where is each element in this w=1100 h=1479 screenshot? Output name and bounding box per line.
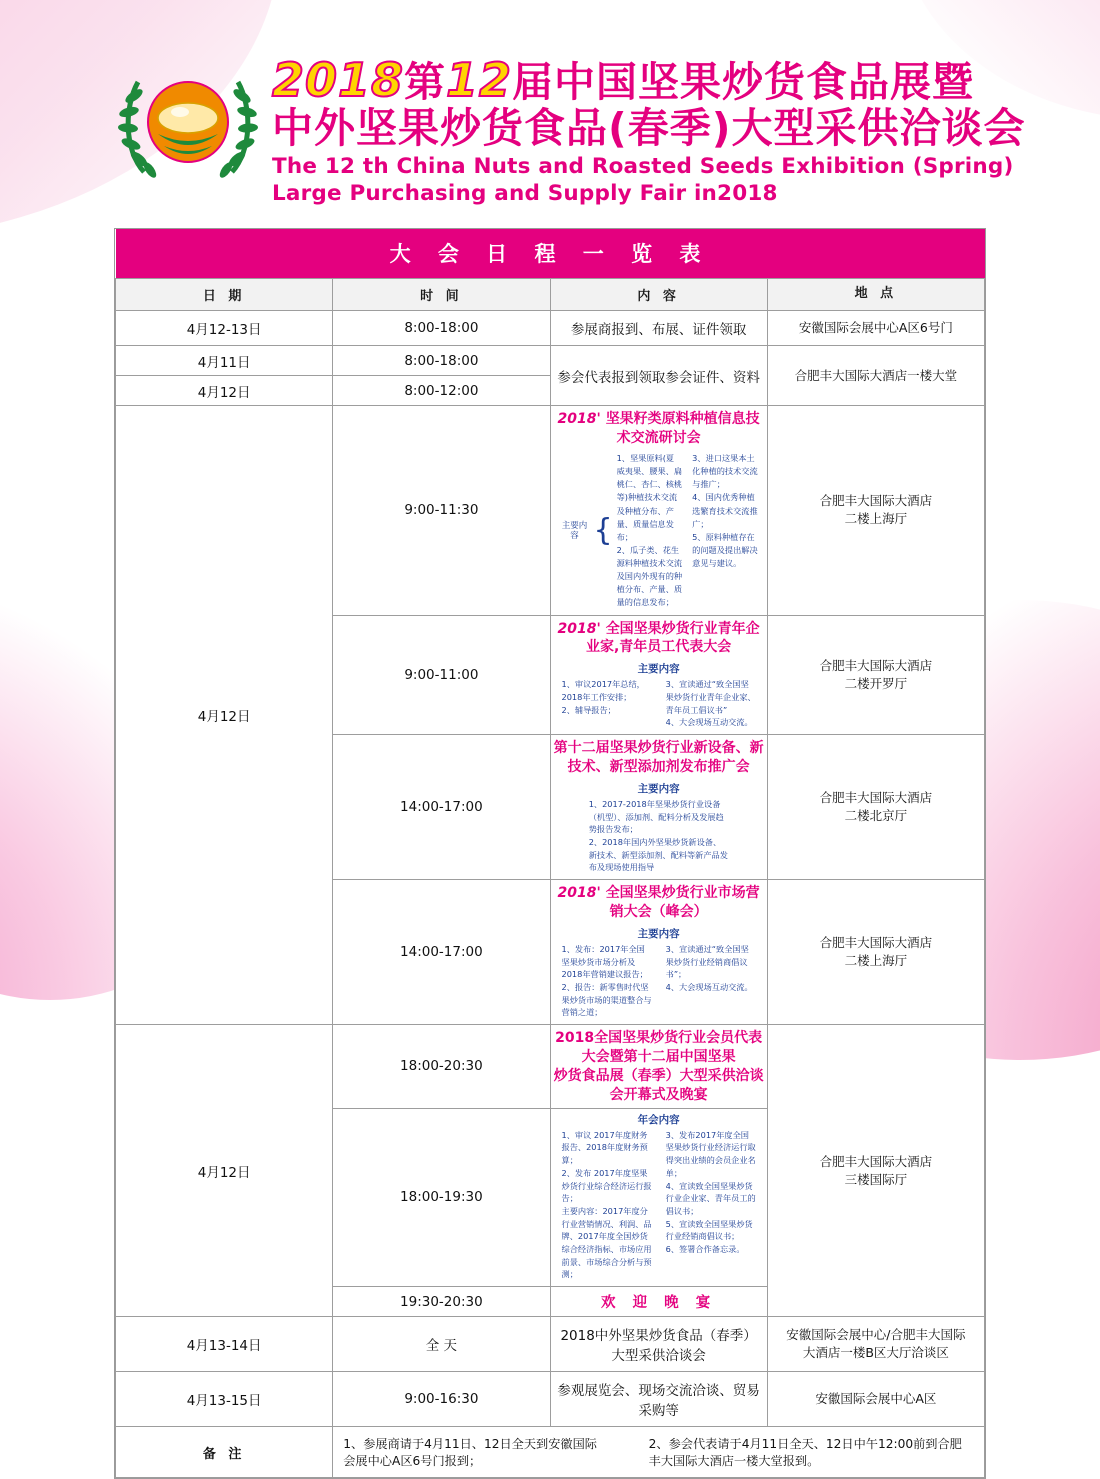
cell-time: 9:00-11:30 [333, 406, 550, 615]
session-detail-item: 主要内容：2017年度分行业营销情况、利润、品牌、2017年度全国炒货综合经济指标、市场应用前景、市场综合分析与预测； [561, 1205, 652, 1280]
session-details [552, 450, 766, 614]
nut-exhibition-logo [118, 62, 258, 192]
session-detail-item: 4、国内优秀种植选繁育技术交流推广； [692, 492, 758, 529]
cell-date: 4月12日 [116, 406, 333, 1025]
session-detail-item: 1、审议 2017年度财务报告、2018年度财务预算； [561, 1129, 648, 1166]
cell-time: 9:00-11:00 [333, 615, 550, 735]
session-details [552, 796, 766, 878]
cell-date: 4月13-15日 [116, 1372, 333, 1427]
cell-time: 9:00-16:30 [333, 1372, 550, 1427]
session-detail-item: 1、审议2017年总结，2018年工作安排； [561, 679, 645, 703]
session-detail-col-right [666, 1129, 756, 1281]
cell-place: 合肥丰大国际大酒店 二楼上海厅 [767, 880, 984, 1025]
session-details [552, 1127, 766, 1285]
session-title-text: 坚果籽类原料种植信息技术交流研讨会 [605, 411, 760, 447]
session-detail-item: 2、报告：新零售时代坚果炒货市场的渠道整合与营销之道； [561, 982, 652, 1018]
session-detail-item: 1、2017-2018年坚果炒货行业设备（机型）、添加剂、配料分析及发展趋势报告发布； [588, 798, 724, 835]
session-detail-columns [617, 452, 758, 610]
column-header-place: 地 点 [767, 279, 984, 311]
cell-content-session [550, 880, 767, 1025]
session-subtitle: 年会内容 [637, 1113, 680, 1126]
table-row-session [116, 406, 985, 615]
session-detail-item: 1、发布：2017年全国坚果炒货市场分析及 2018年营销建议报告； [561, 943, 648, 980]
table-row [116, 1317, 985, 1372]
session-detail-item: 4、宣读致全国坚果炒货行业企业家、青年员工的倡议书； [665, 1180, 756, 1216]
session-detail-col-right [692, 452, 758, 610]
cell-content: 参会代表报到领取参会证件、资料 [550, 346, 767, 406]
cell-date: 4月12日 [116, 376, 333, 406]
schedule-table-container [114, 228, 986, 1479]
cell-time: 8:00-12:00 [333, 376, 550, 406]
cell-time: 14:00-17:00 [333, 735, 550, 880]
cell-content-session [550, 1025, 767, 1109]
table-row-note [116, 1427, 985, 1478]
table-row-session [116, 1025, 985, 1109]
title-chinese-line2: 中外坚果炒货食品(春季)大型采供洽谈会 [272, 103, 1026, 152]
cell-place: 合肥丰大国际大酒店 二楼上海厅 [767, 406, 984, 615]
cell-time: 全 天 [333, 1317, 550, 1372]
title-english-line1: The 12 th China Nuts and Roasted Seeds Exhibition (Spring) [272, 153, 1014, 179]
session-title-text: 全国坚果炒货行业市场营销大会（峰会） [605, 885, 760, 921]
cell-place: 安徽国际会展中心/合肥丰大国际 大酒店一楼B区大厅洽谈区 [767, 1317, 984, 1372]
title-cn-mid: 第 [404, 58, 447, 106]
cell-content-session [550, 1108, 767, 1286]
session-title-year: 2018' [557, 885, 601, 902]
column-header-date: 日 期 [116, 279, 333, 311]
session-detail-item: 2、辅导报告； [561, 704, 616, 715]
brace-icon: { [593, 512, 613, 548]
session-detail-item: 2、瓜子类、花生源料种植技术交流及国内外现有的种植分布、产量、质量的信息发布； [616, 544, 683, 608]
cell-place: 合肥丰大国际大酒店 三楼国际厅 [767, 1025, 984, 1317]
session-detail-col-left [589, 798, 729, 874]
title-cn-post: 届中国坚果炒货食品展暨 [512, 58, 975, 106]
title-year: 2018 [272, 53, 405, 107]
session-detail-item: 1、坚果原料(夏威夷果、腰果、扁桃仁、杏仁、核桃等)种植技术交流及种植分布、产量、质量信息发布； [616, 453, 683, 542]
session-detail-item: 3、宣读通过“致全国坚果炒货行业经销商倡议书”； [665, 943, 749, 980]
table-banner-title: 大 会 日 程 一 览 表 [116, 229, 985, 279]
session-detail-col-left [562, 1129, 652, 1281]
title-chinese-line1 [272, 53, 1025, 107]
title-edition-number: 12 [446, 53, 513, 107]
table-row [116, 1372, 985, 1427]
table-header-row [116, 279, 985, 311]
session-detail-item: 6、签署合作备忘录。 [665, 1244, 745, 1255]
session-details [552, 676, 766, 733]
cell-content-session [550, 1287, 767, 1317]
session-detail-item: 5、宣读致全国坚果炒货行业经销商倡议书； [665, 1218, 753, 1242]
session-title-year: 2018' [557, 411, 601, 428]
session-detail-item: 2、发布 2017年度坚果炒货行业综合经济运行报告； [561, 1167, 652, 1204]
note-item: 2、参会代表请于4月11日全天、12日中午12:00前到合肥丰大国际大酒店一楼大堂报到。 [648, 1437, 962, 1469]
session-subtitle: 主要内容 [637, 782, 680, 795]
cell-time: 18:00-20:30 [333, 1025, 550, 1109]
table-banner-row [116, 229, 985, 279]
session-detail-item: 4、大会现场互动交流。 [665, 982, 753, 993]
session-title: 第十二届坚果炒货行业新设备、新技术、新型添加剂发布推广会 [553, 740, 764, 776]
cell-content-session [550, 615, 767, 735]
cell-place: 合肥丰大国际大酒店 二楼北京厅 [767, 735, 984, 880]
table-row [116, 346, 985, 376]
poster-header [0, 0, 1100, 206]
cell-time: 18:00-19:30 [333, 1108, 550, 1286]
table-row [116, 311, 985, 346]
cell-content: 参展商报到、布展、证件领取 [550, 311, 767, 346]
cell-content: 参观展览会、现场交流洽谈、贸易采购等 [550, 1372, 767, 1427]
session-detail-item: 2、2018年国内外坚果炒货新设备、新技术、新型添加剂、配料等新产品发布及现场使用指导 [588, 837, 728, 873]
note-label: 备 注 [116, 1427, 333, 1478]
session-title [552, 881, 766, 924]
session-details [552, 941, 766, 1023]
session-title-text: 全国坚果炒货行业青年企业家,青年员工代表大会 [585, 620, 760, 656]
session-detail-item: 3、发布2017年度全国坚果炒货行业经济运行取得突出业绩的会员企业名单； [665, 1129, 756, 1178]
session-detail-col-right [666, 678, 756, 729]
note-content [333, 1427, 985, 1478]
session-brace-label: 主要内容 [561, 520, 588, 541]
session-detail-item: 5、原料种植存在的问题及提出解决意见与建议。 [692, 531, 758, 569]
cell-date: 4月11日 [116, 346, 333, 376]
session-detail-col-left [562, 678, 652, 729]
cell-content-session [550, 735, 767, 880]
session-title: 2018全国坚果炒货行业会员代表大会暨第十二届中国坚果 炒货食品展（春季）大型采供洽谈会开幕式及晚宴 [553, 1030, 764, 1103]
cell-date: 4月12-13日 [116, 311, 333, 346]
session-subtitle: 主要内容 [637, 663, 680, 676]
session-subtitle: 主要内容 [637, 927, 680, 940]
session-detail-item: 4、大会现场互动交流。 [665, 717, 753, 728]
session-title [552, 407, 766, 450]
note-item: 1、参展商请于4月11日、12日全天到安徽国际会展中心A区6号门报到； [343, 1437, 597, 1469]
session-title [552, 617, 766, 660]
cell-place: 合肥丰大国际大酒店 二楼开罗厅 [767, 615, 984, 735]
column-header-time: 时 间 [333, 279, 550, 311]
cell-date: 4月13-14日 [116, 1317, 333, 1372]
cell-time: 8:00-18:00 [333, 346, 550, 376]
session-detail-col-left [562, 943, 652, 1019]
welcome-banquet-title: 欢 迎 晚 宴 [601, 1295, 717, 1312]
cell-content: 2018中外坚果炒货食品（春季）大型采供洽谈会 [550, 1317, 767, 1372]
cell-place: 安徽国际会展中心A区6号门 [767, 311, 984, 346]
session-detail-item: 3、进口这果本土化种植的技术交流与推广； [692, 453, 758, 490]
title-english-line2: Large Purchasing and Supply Fair in2018 [272, 180, 778, 206]
poster-titles [272, 48, 1025, 206]
cell-time: 19:30-20:30 [333, 1287, 550, 1317]
schedule-table [115, 229, 985, 1478]
column-header-content: 内 容 [550, 279, 767, 311]
session-detail-item: 3、宣读通过“致全国坚果炒货行业青年企业家、青年员工倡议书” [665, 679, 756, 715]
cell-content-session [550, 406, 767, 615]
session-detail-col-right [666, 943, 756, 1019]
cell-date: 4月12日 [116, 1025, 333, 1317]
cell-time: 14:00-17:00 [333, 880, 550, 1025]
cell-place: 安徽国际会展中心A区 [767, 1372, 984, 1427]
cell-place: 合肥丰大国际大酒店一楼大堂 [767, 346, 984, 406]
session-detail-col-left [617, 452, 683, 610]
cell-time: 8:00-18:00 [333, 311, 550, 346]
session-title-year: 2018' [557, 620, 601, 637]
